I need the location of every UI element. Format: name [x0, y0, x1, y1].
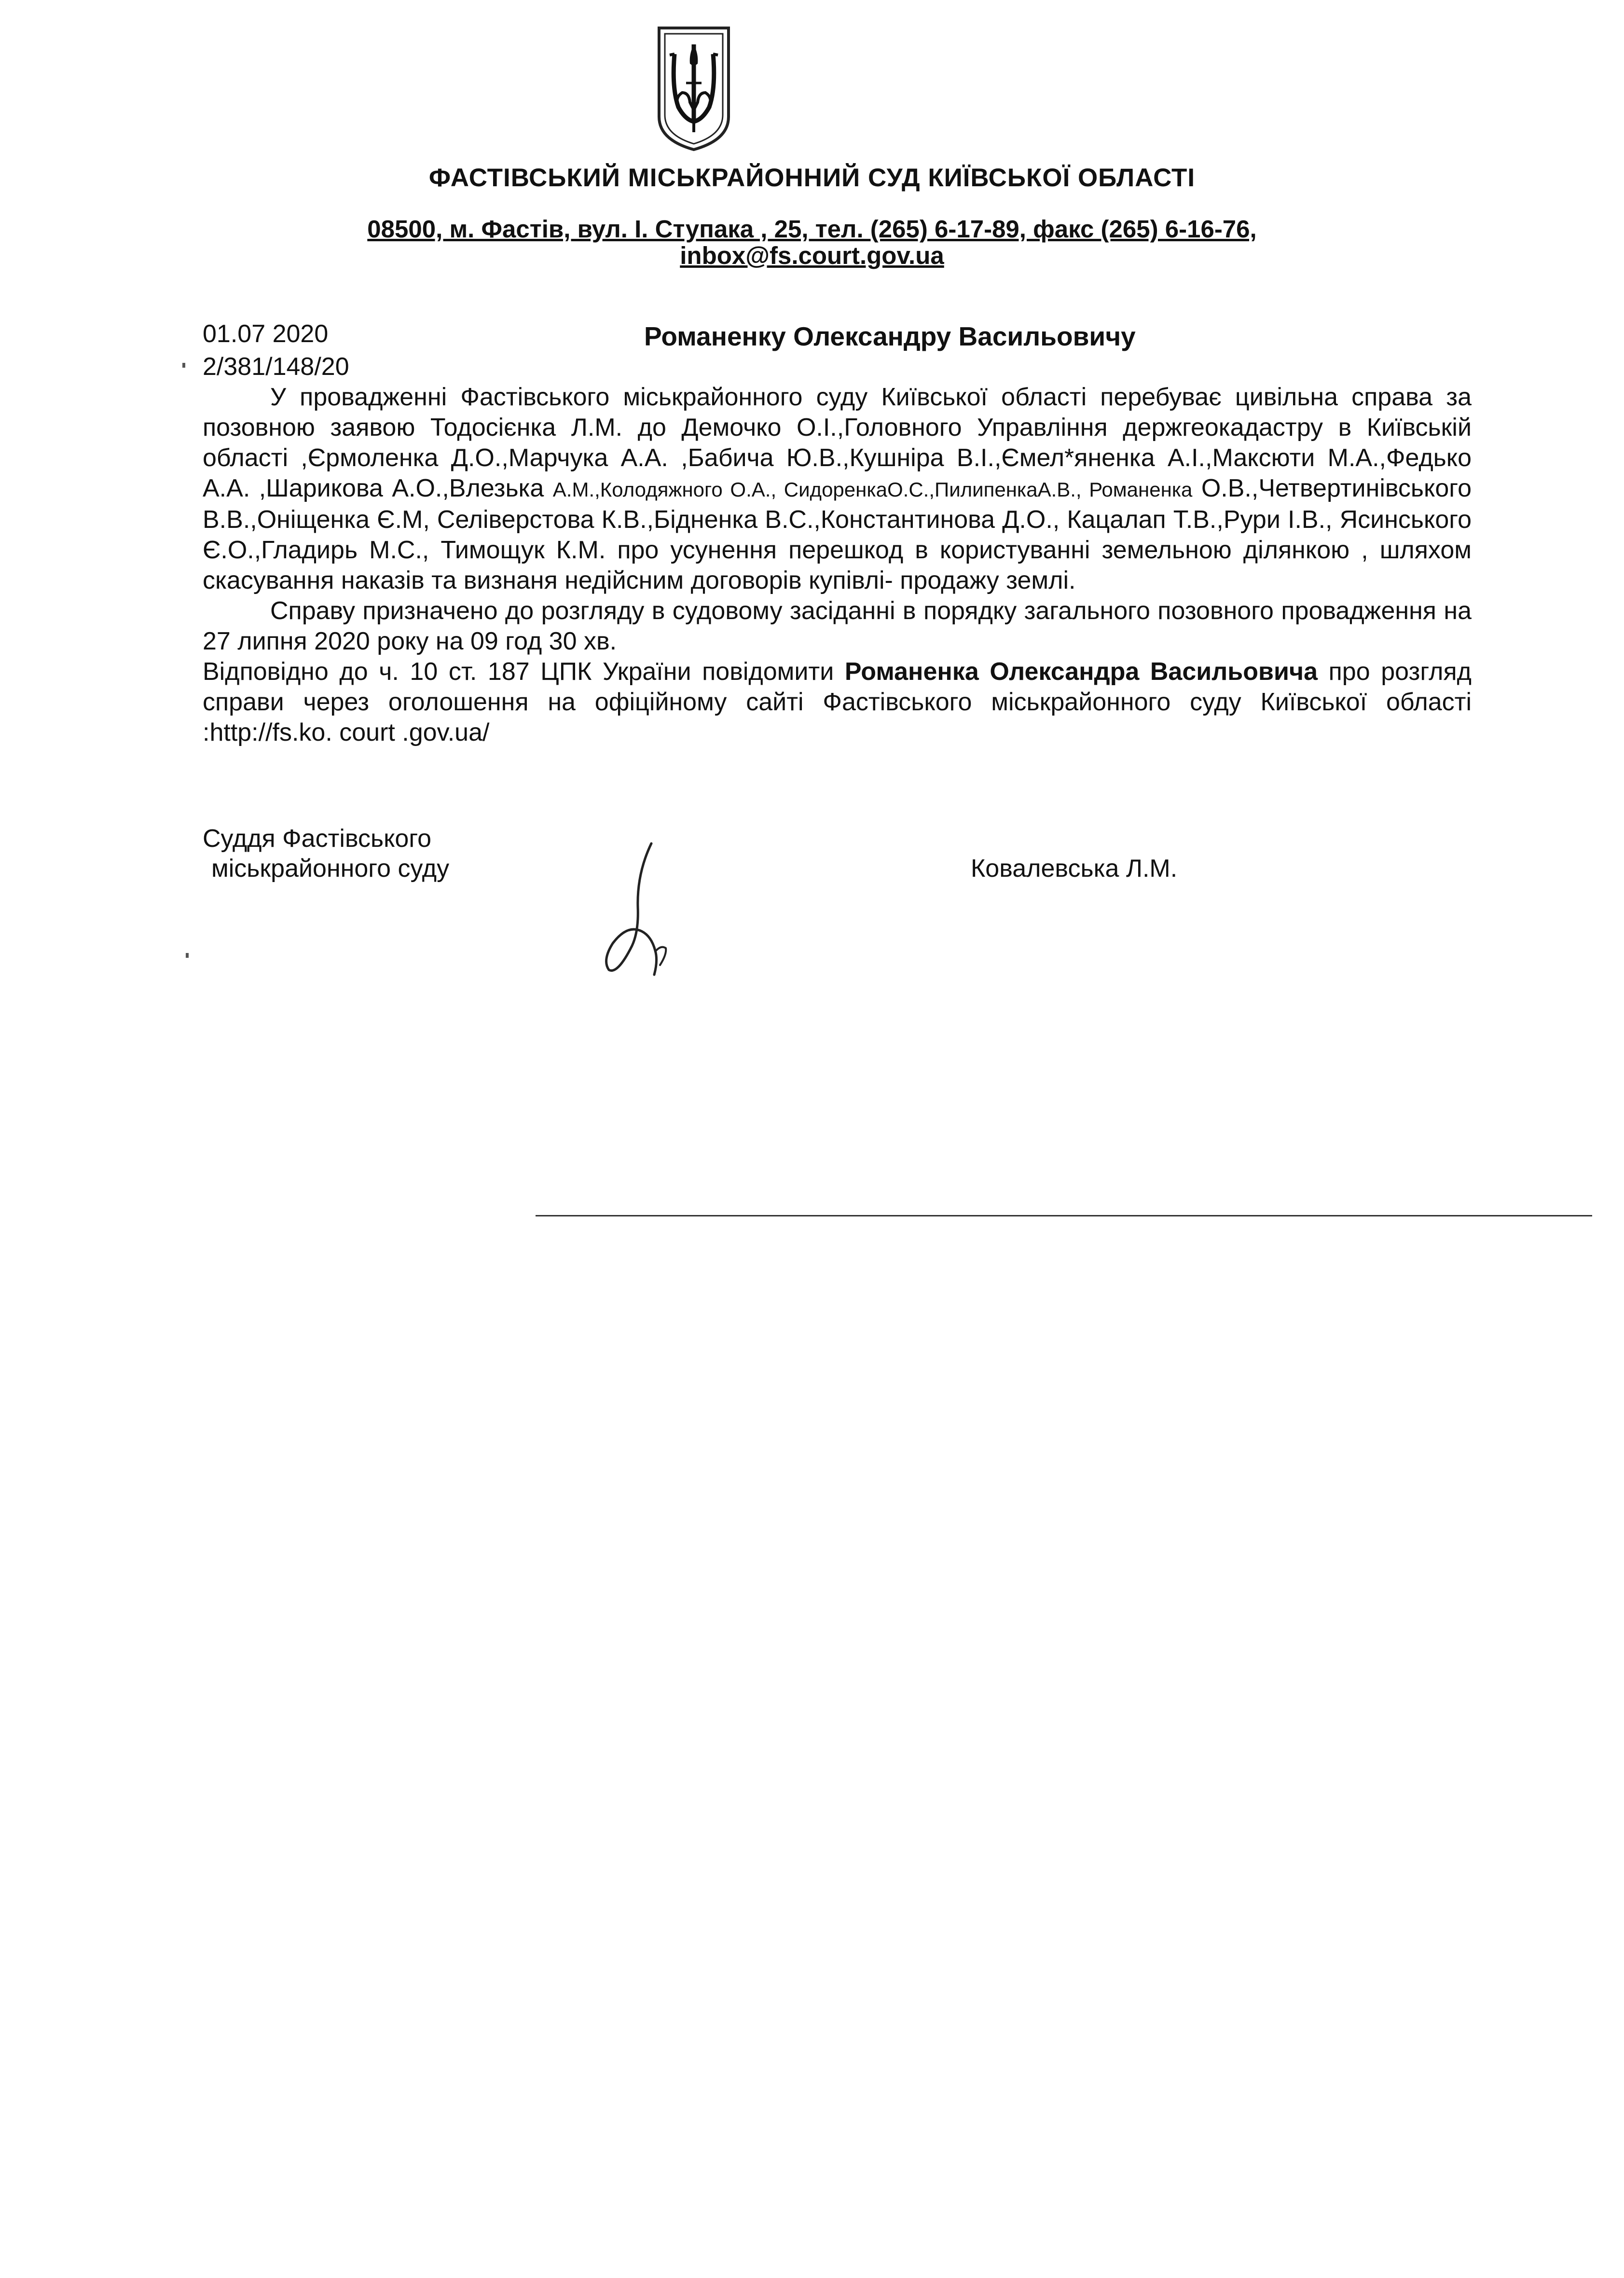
body-paragraph-3 — [203, 657, 1472, 748]
paragraph-3-end: про розгляд справи через оголошення на офіційному сайті Фастівського міськрайонного суду Київської області :http://fs.ko. court .gov.ua/ — [203, 658, 1472, 746]
body-paragraph-2: Справу призначено до розгляду в судовому засіданні в порядку загального позовного провадження на 27 липня 2020 року на 09 год 30 хв. — [203, 597, 1472, 655]
handwritten-signature — [598, 840, 685, 984]
letter-body — [203, 382, 1472, 748]
judge-title-line-1: Суддя Фастівського — [203, 825, 432, 853]
paragraph-1-main: У провадженні Фастівського міськрайонного суду Київської області перебуває цивільна справа за позовною заявою Тодосієнка Л.М. до Демочко О.І.,Головного Управління держгеокадастру в Київській області ,Єрмоленка Д.О.,Марчука А.А. ,Бабича Ю.В.,Кушніра В.І.,Ємел*яненка А.І.,Максюти М.А.,Федько А.А. ,Шарикова А.О.,Влезька — [203, 383, 1472, 502]
judge-title-line-2: міськрайонного суду — [211, 855, 450, 883]
paragraph-3-start: Відповідно до ч. 10 ст. 187 ЦПК України повідомити — [203, 658, 845, 686]
court-address: 08500, м. Фастів, вул. І. Ступака , 25, тел. (265) 6-17-89, факс (265) 6-16-76, — [367, 215, 1257, 243]
scan-speck — [186, 953, 189, 958]
coat-of-arms-emblem — [655, 25, 732, 153]
judge-name: Ковалевська Л.М. — [971, 855, 1178, 883]
paragraph-1-small-names: А.М.,Колодяжного О.А., СидоренкаО.С.,ПилипенкаА.В., Романенка — [552, 478, 1193, 501]
addressee: Романенку Олександру Васильовичу — [644, 321, 1136, 351]
paragraph-3-bold-name: Романенка Олександра Васильовича — [844, 658, 1318, 686]
court-name-heading: ФАСТІВСЬКИЙ МІСЬКРАЙОННИЙ СУД КИЇВСЬКОЇ ОБЛАСТІ — [428, 164, 1196, 192]
letter-date: 01.07 2020 — [203, 320, 329, 348]
court-email: inbox@fs.court.gov.ua — [680, 242, 944, 269]
bottom-rule — [536, 1215, 1592, 1216]
body-paragraph-1 — [203, 382, 1472, 596]
scan-speck — [182, 363, 185, 368]
paragraph-1-rest: О.В.,Четвертинівського В.В.,Оніщенка Є.М, Селіверстова К.В.,Бідненка В.С.,Константинова Д.О., Кацалап Т.В.,Рури І.В., Ясинського Є.О.,Гладирь М.С., Тимощук К.М. про усунення перешкод в користуванні земельною ділянкою , шляхом скасування наказів та визнаня недійсним договорів купівлі- продажу землі. — [203, 474, 1472, 594]
case-number: 2/381/148/20 — [203, 353, 349, 381]
